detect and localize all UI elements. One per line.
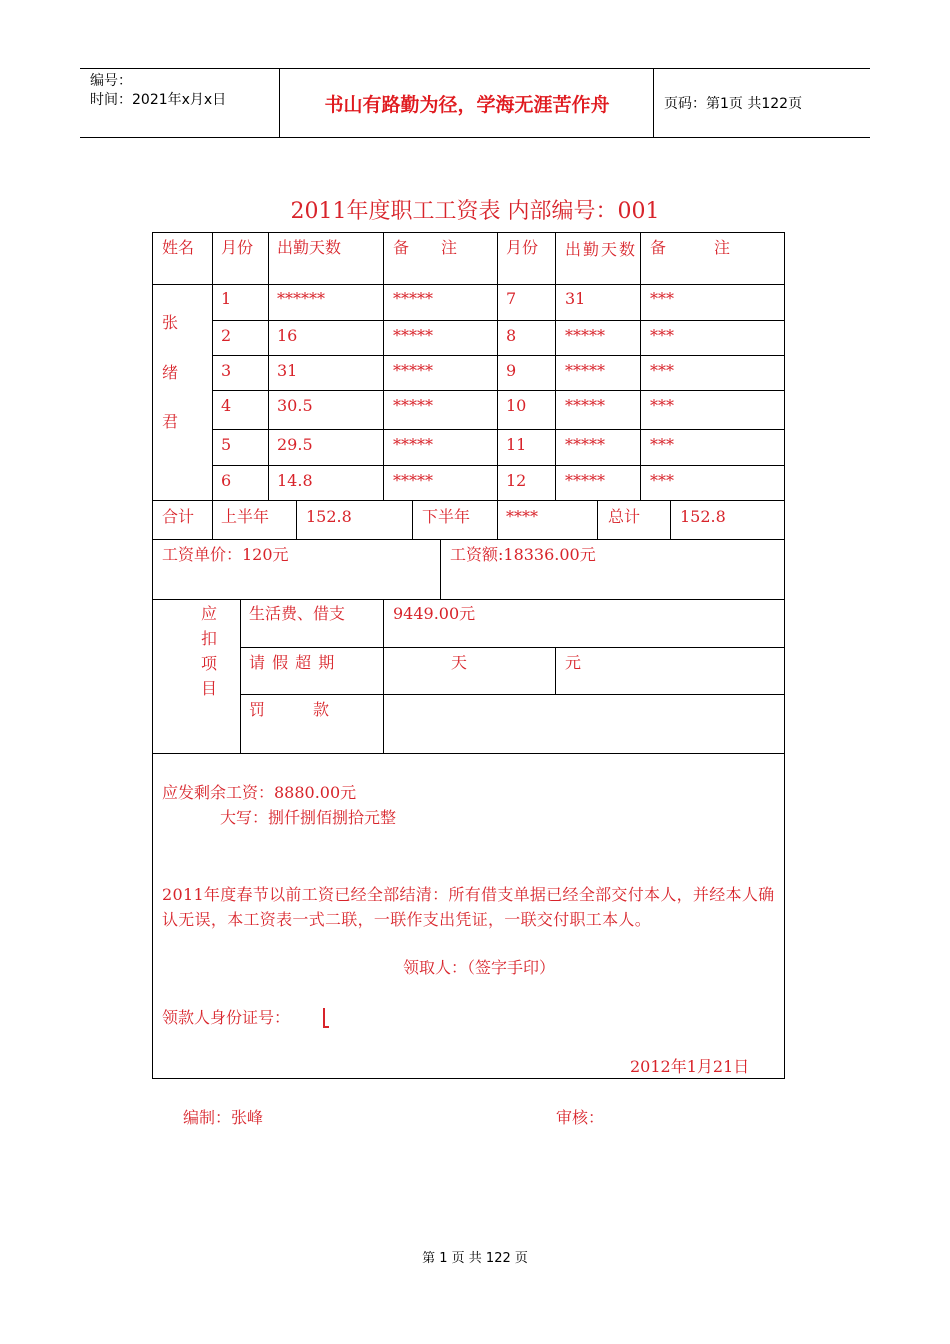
page-header bbox=[80, 68, 870, 138]
number-label: 编号： bbox=[90, 73, 132, 89]
living-expense-value: 9449.00元 bbox=[393, 604, 476, 623]
month-cell: 6 bbox=[221, 471, 232, 490]
leave-money-unit: 元 bbox=[565, 653, 582, 672]
header-info bbox=[80, 69, 280, 137]
header-note-1: 备 注 bbox=[393, 238, 458, 257]
note-cell: ***** bbox=[393, 326, 433, 345]
header-month-2: 月份 bbox=[506, 238, 539, 257]
text-cursor bbox=[323, 1008, 325, 1028]
month-cell: 9 bbox=[506, 361, 517, 380]
employee-name-char-1: 张 bbox=[162, 313, 179, 332]
note-cell: *** bbox=[650, 361, 674, 380]
days-cell: ***** bbox=[565, 326, 605, 345]
month-cell: 2 bbox=[221, 326, 232, 345]
month-cell: 8 bbox=[506, 326, 517, 345]
days-cell: 30.5 bbox=[277, 396, 313, 415]
deduction-label-char-4: 目 bbox=[201, 679, 218, 698]
document-title: 2011年度职工工资表 内部编号：001 bbox=[290, 199, 660, 224]
month-cell: 5 bbox=[221, 435, 232, 454]
month-cell: 1 bbox=[221, 289, 232, 308]
note-cell: ***** bbox=[393, 396, 433, 415]
note-cell: ***** bbox=[393, 289, 433, 308]
reviewer-label: 审核： bbox=[556, 1108, 605, 1127]
days-cell: 31 bbox=[565, 289, 586, 308]
total-value: 152.8 bbox=[680, 507, 726, 526]
header-days-1: 出勤天数 bbox=[277, 238, 342, 257]
days-cell: ***** bbox=[565, 471, 605, 490]
text-cursor-base bbox=[323, 1026, 329, 1028]
unit-price: 工资单价：120元 bbox=[162, 545, 289, 564]
days-cell: 31 bbox=[277, 361, 298, 380]
days-cell: ***** bbox=[565, 361, 605, 380]
deduction-label-char-1: 应 bbox=[201, 604, 218, 623]
note-cell: ***** bbox=[393, 435, 433, 454]
second-half-value: **** bbox=[506, 507, 538, 526]
days-cell: ***** bbox=[565, 396, 605, 415]
deduction-label-char-3: 项 bbox=[201, 654, 218, 673]
days-cell: 14.8 bbox=[277, 471, 313, 490]
note-cell: *** bbox=[650, 471, 674, 490]
page-footer: 第 1 页 共 122 页 bbox=[422, 1251, 528, 1266]
document-date: 2012年1月21日 bbox=[630, 1057, 750, 1076]
days-cell: ***** bbox=[565, 435, 605, 454]
month-cell: 11 bbox=[506, 435, 527, 454]
note-cell: *** bbox=[650, 435, 674, 454]
leave-days-unit: 天 bbox=[451, 653, 468, 672]
month-cell: 7 bbox=[506, 289, 517, 308]
days-cell: 16 bbox=[277, 326, 298, 345]
employee-name-char-2: 绪 bbox=[162, 363, 179, 382]
header-note-2: 备 注 bbox=[650, 238, 731, 257]
first-half-label: 上半年 bbox=[221, 507, 270, 526]
header-motto: 书山有路勤为径，学海无涯苦作舟 bbox=[281, 69, 654, 137]
month-cell: 3 bbox=[221, 361, 232, 380]
note-cell: *** bbox=[650, 326, 674, 345]
leave-overdue-label: 请 假 超 期 bbox=[249, 653, 336, 672]
living-expense-label: 生活费、借支 bbox=[249, 604, 346, 623]
compiler-label: 编制：张峰 bbox=[183, 1108, 264, 1127]
days-cell: 29.5 bbox=[277, 435, 313, 454]
month-cell: 4 bbox=[221, 396, 232, 415]
header-month-1: 月份 bbox=[221, 238, 254, 257]
month-cell: 12 bbox=[506, 471, 527, 490]
id-number-label: 领款人身份证号： bbox=[162, 1008, 291, 1027]
fine-label: 罚 款 bbox=[249, 700, 330, 719]
days-cell: ****** bbox=[277, 289, 325, 308]
receiver-signature: 领取人：（签字手印） bbox=[403, 958, 556, 977]
header-page-info: 页码：第1页 共122页 bbox=[664, 96, 803, 112]
remaining-salary-words: 大写：捌仟捌佰捌拾元整 bbox=[220, 808, 397, 827]
time-label: 时间：2021年x月x日 bbox=[90, 92, 227, 108]
second-half-label: 下半年 bbox=[422, 507, 471, 526]
first-half-value: 152.8 bbox=[306, 507, 352, 526]
settlement-statement: 2011年度春节以前工资已经全部结清：所有借支单据已经全部交付本人，并经本人确认无误，本工资表一式二联，一联作支出凭证，一联交付职工本人。 bbox=[162, 885, 775, 929]
header-days-2: 出勤天数 bbox=[565, 240, 638, 259]
total-label: 总计 bbox=[608, 507, 641, 526]
wage-amount: 工资额:18336.00元 bbox=[450, 545, 596, 564]
totals-label: 合计 bbox=[162, 507, 195, 526]
remaining-salary: 应发剩余工资：8880.00元 bbox=[162, 783, 357, 802]
deduction-label-char-2: 扣 bbox=[201, 629, 218, 648]
note-cell: *** bbox=[650, 289, 674, 308]
month-cell: 10 bbox=[506, 396, 527, 415]
note-cell: *** bbox=[650, 396, 674, 415]
note-cell: ***** bbox=[393, 361, 433, 380]
header-name: 姓名 bbox=[162, 238, 195, 257]
note-cell: ***** bbox=[393, 471, 433, 490]
employee-name-char-3: 君 bbox=[162, 412, 179, 431]
